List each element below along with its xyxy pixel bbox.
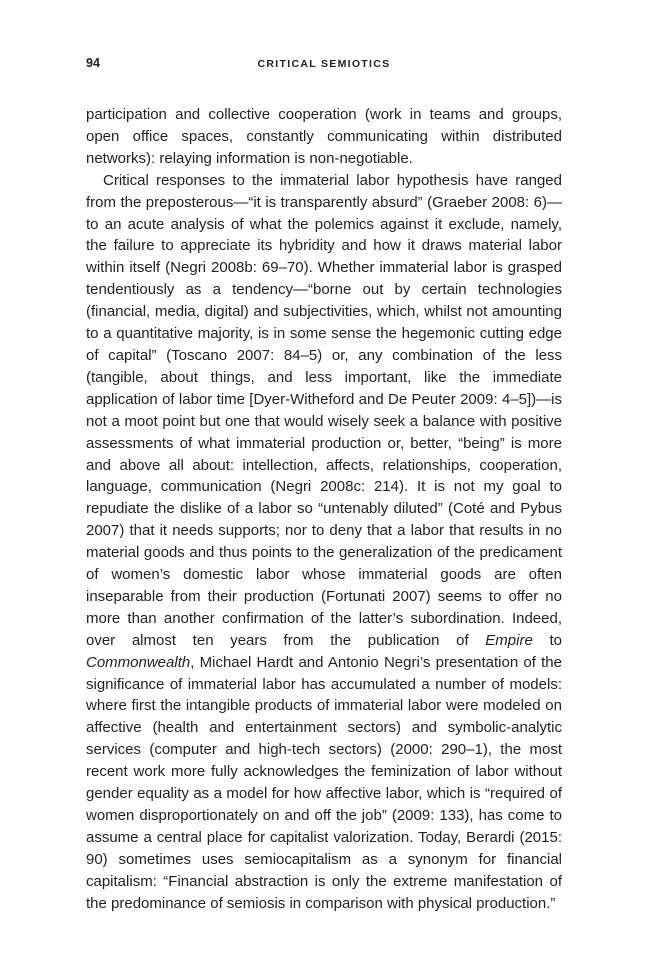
paragraph-text-segment: to — [549, 631, 562, 649]
paragraph-continued: participation and collective cooperation (work in teams and groups, open office spaces, constantly communicating within distributed networks): relaying information is non-negotiable. — [86, 106, 562, 167]
paragraph-text-segment: , Michael Hardt and Antonio Negri’s presentation of the significance of immaterial labor has accumulated a number of models: where first the intangible products of immaterial labor were modeled on affective (health and entertainment sectors) and symbolic-analytic services (computer and high-tech sectors) (2000: 290–1), the most recent work more fully acknowledges the feminization of labor without gender equality as a model for how affective labor, which is “required of women disproportionately on and off the job” (2009: 133), has come to assume a central place for capitalist valorization. Today, Berardi (2015: 90) sometimes uses semiocapitalism as a synonym for financial capitalism: “Financial abstraction is only the extreme manifestation of the predominance of semiosis in comparison with physical production.” — [86, 653, 562, 912]
page-number: 94 — [86, 56, 100, 70]
book-title-empire: Empire — [485, 631, 533, 649]
paragraph-text-segment: Critical responses to the immaterial labor hypothesis have ranged from the preposterous—“it is transparently absurd” (Graeber 2008: 6)—to an acute analysis of what the polemics against it exclude, namely, the failure to appreciate its hybridity and how it draws material labor within itself (Negri 2008b: 69–70). Whether immaterial labor is grasped tendentiously as a tendency—“borne out by certain technologies (financial, media, digital) and subjectivities, which, whilst not amounting to a quantitative majority, is in some sense the hegemonic cutting edge of capital” (Toscano 2007: 84–5) or, any combination of the less (tangible, about things, and less important, like the immediate application of labor time [Dyer-Witheford and De Peuter 2009: 4–5])—is not a moot point but one that would wisely seek a balance with positive assessments of what immaterial production or, better, “being” is more and above all about: intellection, affects, relationships, cooperation, language, communication (Negri 2008c: 214). It is not my goal to repudiate the dislike of a labor so “untenably diluted” (Coté and Pybus 2007) that it needs supports; nor to deny that a labor that results in no material goods and thus points to the generalization of the predicament of women’s domestic labor whose immaterial goods are often inseparable from their production (Fortunati 2007) seems to offer no more than another confirmation of the latter’s subordination. Indeed, over almost ten years from the publication of — [86, 171, 562, 649]
book-title-commonwealth: Commonwealth — [86, 653, 191, 671]
paragraph-critical-responses — [86, 170, 562, 915]
body-text — [86, 104, 562, 915]
page-header — [86, 56, 562, 76]
running-head: CRITICAL SEMIOTICS — [257, 58, 391, 70]
